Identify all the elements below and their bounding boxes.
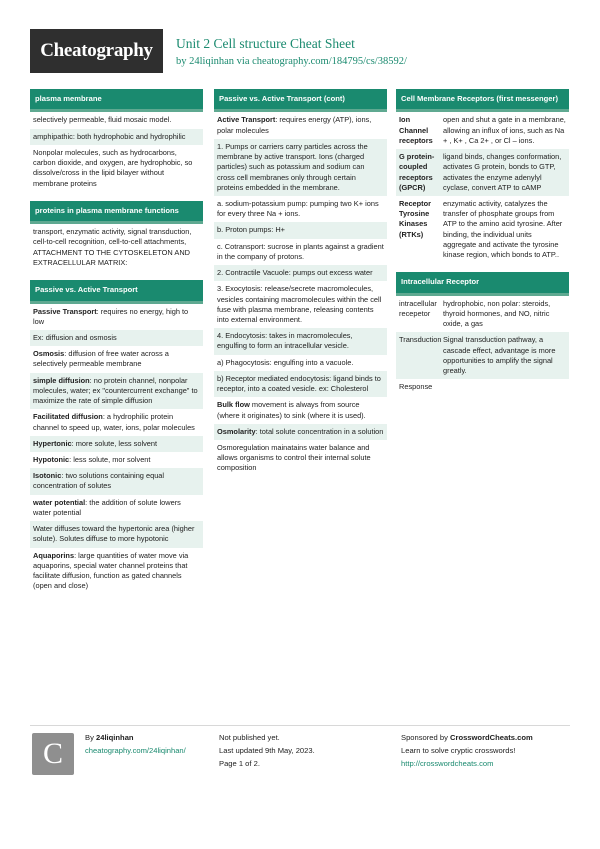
column-3 bbox=[396, 89, 569, 405]
section-body bbox=[396, 112, 569, 263]
table-row bbox=[396, 112, 569, 149]
cheatography-c-logo[interactable]: C bbox=[32, 733, 74, 775]
list-item: selectively permeable, fluid mosaic model. bbox=[33, 115, 172, 125]
definition: ligand binds, changes conformation, activates G protein, bonds to GTP, activates the enzyme adenylyl cyclase, convert ATP to cAMP bbox=[443, 152, 562, 192]
list-item: a. sodium-potassium pump: pumping two K+ ions for every three Na + ions. bbox=[217, 199, 379, 219]
table-row bbox=[396, 296, 569, 333]
list-item: water potential: the addition of solute lowers water potential bbox=[33, 497, 181, 517]
term: Response bbox=[399, 382, 433, 392]
page-footer bbox=[30, 731, 570, 781]
section-title: Cell Membrane Receptors (first messenger) bbox=[396, 89, 569, 112]
list-item: amphipathic: both hydrophobic and hydrophilic bbox=[30, 129, 203, 145]
section-title: proteins in plasma membrane functions bbox=[30, 201, 203, 224]
list-item: simple diffusion: no protein channel, nonpolar molecules, water; ex "countercurrent exchange" to maximize the rate of simple diffusion bbox=[30, 373, 203, 410]
term: Receptor Tyrosine Kinases (RTKs) bbox=[399, 199, 432, 239]
table-row bbox=[396, 196, 569, 263]
term: Ion Channel receptors bbox=[399, 115, 433, 145]
list-item: a) Phagocytosis: engulfing into a vacuole. bbox=[217, 357, 354, 367]
section-title: Passive vs. Active Transport bbox=[30, 280, 203, 303]
list-item: 3. Exocytosis: release/secrete macromolecules, vesicles containing macromolecules within the cell fuse with plasma membrane, releasing contents into external environment. bbox=[217, 284, 382, 324]
author-line bbox=[85, 733, 210, 746]
table-row bbox=[396, 379, 569, 395]
list-item: Osmolarity: total solute concentration in a solution bbox=[214, 424, 387, 440]
by-label: by bbox=[176, 55, 187, 67]
term: Transduction bbox=[399, 335, 442, 345]
list-item: Aquaporins: large quantities of water move via aquaporins, special water channel proteins that facilitate diffusion, function as gated channels (open and close) bbox=[33, 550, 189, 591]
table-row bbox=[396, 332, 569, 379]
publish-info bbox=[219, 733, 389, 772]
section-body bbox=[30, 304, 203, 595]
list-item: b) Receptor mediated endocytosis: ligand binds to receptor, into a coated vesicle. ex: Cholesterol bbox=[214, 371, 387, 397]
list-item: Osmosis: diffusion of free water across a selectively permeable membrane bbox=[33, 349, 169, 369]
list-item: Hypertonic: more solute, less solvent bbox=[30, 436, 203, 452]
by-label: By bbox=[85, 733, 94, 742]
list-item: Active Transport: requires energy (ATP), ions, polar molecules bbox=[217, 115, 372, 135]
author-info bbox=[85, 733, 210, 759]
list-item: Nonpolar molecules, such as hydrocarbons, carbon dioxide, and oxygen, are hydrophobic, so dissolve/cross in the lipid bilayer without membrane proteins bbox=[33, 147, 193, 188]
list-item: Bulk flow movement is always from source (where it originates) to sink (where it is used). bbox=[217, 400, 366, 420]
via-label: via bbox=[236, 55, 250, 67]
definition: enzymatic activity, catalyzes the transfer of phosphate groups from ATP to the amino acid tyrosine. After binding, the individual units aggregate and activate the tyrosine kinase region, which bonds to ATP.. bbox=[443, 199, 563, 260]
section-body bbox=[30, 224, 203, 271]
section-body bbox=[396, 296, 569, 396]
footer-divider bbox=[30, 725, 570, 726]
column-1 bbox=[30, 89, 203, 603]
author-link[interactable]: 24liqinhan bbox=[189, 55, 235, 67]
sponsor-info bbox=[401, 733, 571, 772]
list-item: transport, enzymatic activity, signal transduction, cell-to-cell recognition, cell-to-cell attachments, ATTACHMENT TO THE CYTOSKELETON AND EXTRACELLULAR MATRIX: bbox=[33, 227, 192, 267]
sheet-url-link[interactable]: cheatography.com/184795/cs/38592/ bbox=[252, 55, 407, 67]
list-item: 2. Contractile Vacuole: pumps out excess water bbox=[214, 265, 387, 281]
list-item: Ex: diffusion and osmosis bbox=[30, 330, 203, 346]
section-body bbox=[30, 112, 203, 191]
definition: Signal transduction pathway, a cascade effect, advantage is more opportunities to amplify the signal greatly. bbox=[443, 335, 556, 376]
section-title: plasma membrane bbox=[30, 89, 203, 112]
definition: hydrophobic, non polar: steroids, thyroid hormones, and NO, nitric oxide, a gas bbox=[443, 298, 551, 329]
author-profile-link[interactable]: cheatography.com/24liqinhan/ bbox=[85, 746, 186, 755]
plasma-membrane-section bbox=[30, 89, 203, 192]
sponsor-tagline: Learn to solve cryptic crosswords! bbox=[401, 746, 516, 755]
page-number: Page 1 of 2. bbox=[219, 759, 260, 768]
title-block bbox=[176, 35, 407, 69]
sponsor-link[interactable]: http://crosswordcheats.com bbox=[401, 759, 494, 768]
table-row bbox=[396, 149, 569, 196]
list-item: Facilitated diffusion: a hydrophilic protein channel to speed up, water, ions, polar molecules bbox=[33, 412, 195, 432]
byline bbox=[176, 55, 407, 69]
membrane-receptors-section bbox=[396, 89, 569, 263]
sponsor-name[interactable]: CrosswordCheats.com bbox=[450, 733, 533, 742]
section-body bbox=[214, 112, 387, 476]
definition bbox=[443, 382, 567, 392]
footer-author[interactable]: 24liqinhan bbox=[96, 733, 134, 742]
sponsor-line bbox=[401, 733, 571, 746]
publish-status: Not published yet. bbox=[219, 733, 280, 742]
list-item: 4. Endocytosis: takes in macromolecules, engulfing to form an intracellular vesicle. bbox=[214, 328, 387, 354]
column-2 bbox=[214, 89, 387, 486]
cheatography-logo[interactable]: Cheatography bbox=[30, 29, 163, 73]
section-title: Passive vs. Active Transport (cont) bbox=[214, 89, 387, 112]
list-item: Osmoregulation mainatains water balance and allows organisms to control their internal solute composition bbox=[217, 442, 371, 473]
intracellular-receptor-section bbox=[396, 272, 569, 395]
page-header bbox=[30, 29, 570, 73]
list-item: Water diffuses toward the hypertonic area (higher solute). Solutes diffuse to more hypotonic bbox=[30, 521, 203, 547]
list-item: Hypotonic: less solute, mor solvent bbox=[33, 455, 151, 464]
list-item: Passive Transport: requires no energy, high to low bbox=[33, 306, 189, 326]
list-item: c. Cotransport: sucrose in plants against a gradient in the company of protons. bbox=[217, 241, 384, 261]
definition: open and shut a gate in a membrane, allowing an influx of ions, such as Na + , K+ , Ca 2+ , or Cl – ions. bbox=[443, 115, 566, 145]
passive-active-transport-section bbox=[30, 280, 203, 594]
membrane-proteins-section bbox=[30, 201, 203, 271]
list-item: b. Proton pumps: H+ bbox=[214, 222, 387, 238]
section-title: Intracellular Receptor bbox=[396, 272, 569, 295]
last-updated: Last updated 9th May, 2023. bbox=[219, 746, 315, 755]
transport-cont-section bbox=[214, 89, 387, 477]
term: G protein-coupled receptors (GPCR) bbox=[399, 152, 435, 192]
sponsor-prefix: Sponsored by bbox=[401, 733, 448, 742]
page-title: Unit 2 Cell structure Cheat Sheet bbox=[176, 36, 355, 51]
list-item: 1. Pumps or carriers carry particles across the membrane by active transport. Ions (charged particles) such as potassium and sodium can cross cell membranes only through certain proteins embedded in the membrane. bbox=[214, 139, 387, 196]
list-item: Isotonic: two solutions containing equal concentration of solutes bbox=[30, 468, 203, 494]
term: intracellular recepetor bbox=[399, 298, 437, 318]
